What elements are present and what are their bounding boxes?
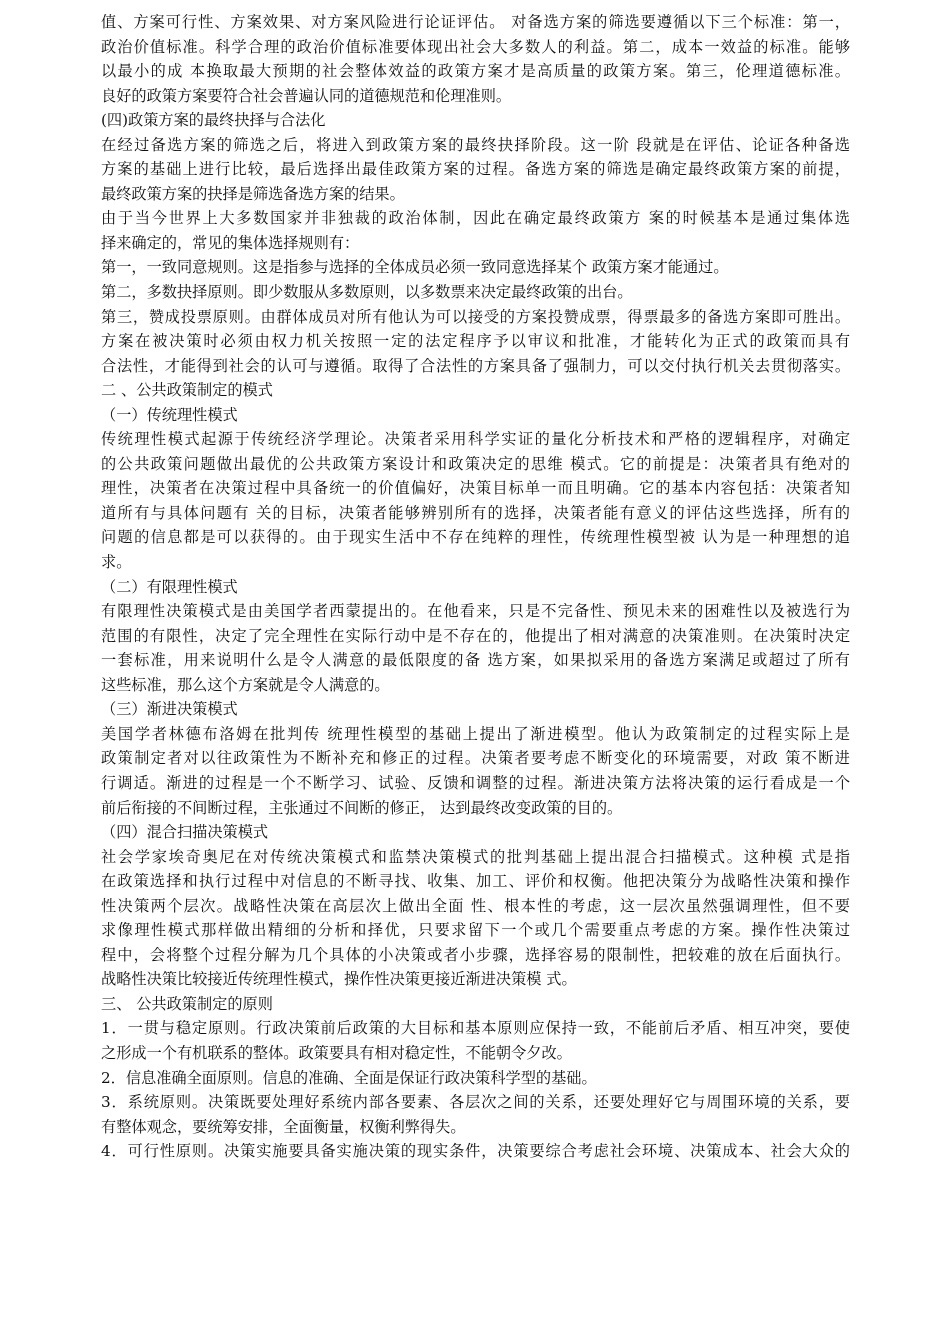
text-line: 范围的有限性，决定了完全理性在实际行动中是不存在的，他提出了相对满意的决策准则。在决策时决定 [101,626,850,645]
text-line: 政治价值标准。科学合理的政治价值标准要体现出社会大多数人的利益。第二，成本一效益的标准。能够 [101,37,850,56]
text-line: 政策制定者对以往政策性为不断补充和修正的过程。决策者要考虑不断变化的环境需要，对政 策不断进 [101,749,850,768]
text-line: 求像理性模式那样做出精细的分析和择优，只要求留下一个或几个需要重点考虑的方案。操作性决策过 [101,921,850,940]
text-line: 前后衔接的不间断过程，主张通过不间断的修正， 达到最终改变政策的目的。 [101,798,623,817]
text-line: 4．可行性原则。决策实施要具备实施决策的现实条件，决策要综合考虑社会环境、决策成本、社会大众的 [101,1142,850,1161]
text-line: 第三，赞成投票原则。由群体成员对所有他认为可以接受的方案投赞成票，得票最多的备选方案即可胜出。 [101,307,850,326]
text-line: 择来确定的，常见的集体选择规则有： [101,233,360,252]
text-line: 求。 [101,553,132,572]
text-line: 1．一贯与稳定原则。行政决策前后政策的大目标和基本原则应保持一致，不能前后矛盾、相互冲突，要使 [101,1019,850,1038]
text-line: 道所有与具体问题有 关的目标，决策者能够辨别所有的选择，决策者能有意义的评估这些选择，所有的 [101,503,850,522]
text-line: 二 、公共政策制定的模式 [101,381,273,400]
text-line: 三、 公共政策制定的原则 [101,994,273,1013]
text-line: 理性，决策者在决策过程中具备统一的价值偏好，决策目标单一而且明确。它的基本内容包括：决策者知 [101,479,850,498]
text-line: 有整体观念，要统筹安排，全面衡量，权衡利弊得失。 [101,1117,466,1136]
text-line: 的公共政策问题做出最优的公共政策方案设计和政策决定的思维 模式。它的前提是：决策者具有绝对的 [101,454,850,473]
text-line: 2．信息准确全面原则。信息的准确、全面是保证行政决策科学型的基础。 [101,1068,597,1087]
text-line: 之形成一个有机联系的整体。政策要具有相对稳定性，不能朝令夕改。 [101,1043,572,1062]
text-line: （一）传统理性模式 [101,405,238,424]
text-line: 一套标准，用来说明什么是令人满意的最低限度的备 选方案，如果拟采用的备选方案满足或超过了所有 [101,651,850,670]
text-line: 3．系统原则。决策既要处理好系统内部各要素、各层次之间的关系，还要处理好它与周围环境的关系，要 [101,1093,850,1112]
text-line: （四）混合扫描决策模式 [101,823,269,842]
text-line: 美国学者林德布洛姆在批判传 统理性模型的基础上提出了渐进模型。他认为政策制定的过程实际上是 [101,724,850,743]
text-line: （二）有限理性模式 [101,577,238,596]
text-line: 问题的信息都是可以获得的。由于现实生活中不存在纯粹的理性，传统理性模型被 认为是一种理想的追 [101,528,850,547]
text-line: 性决策两个层次。战略性决策在高层次上做出全面 性、根本性的考虑，这一层次虽然强调理性，但不要 [101,896,850,915]
text-line: 程中，会将整个过程分解为几个具体的小决策或者小步骤，选择容易的限制性，把较难的放在后面执行。 [101,945,850,964]
text-line: 传统理性模式起源于传统经济学理论。决策者采用科学实证的量化分析技术和严格的逻辑程序，对确定 [101,430,850,449]
text-line: 良好的政策方案要符合社会普遍认同的道德规范和伦理准则。 [101,86,512,105]
text-line: （三）渐进决策模式 [101,700,238,719]
text-line: 最终政策方案的抉择是筛选备选方案的结果。 [101,184,405,203]
text-line: 有限理性决策模式是由美国学者西蒙提出的。在他看来，只是不完备性、预见未来的困难性以及被选行为 [101,602,850,621]
text-line: 行调适。渐进的过程是一个不断学习、试验、反馈和调整的过程。渐进决策方法将决策的运行看成是一个 [101,773,850,792]
text-line: (四)政策方案的最终抉择与合法化 [101,111,326,130]
text-line: 社会学家埃奇奥尼在对传统决策模式和监禁决策模式的批判基础上提出混合扫描模式。这种模 式是指 [101,847,850,866]
text-line: 方案的基础上进行比较，最后选择出最佳政策方案的过程。备选方案的筛选是确定最终政策方案的前提， [101,160,850,179]
text-line: 值、方案可行性、方案效果、对方案风险进行论证评估。 对备选方案的筛选要遵循以下三个标准：第一， [101,13,850,31]
text-line: 以最小的成 本换取最大预期的社会整体效益的政策方案才是高质量的政策方案。第三，伦理道德标准。 [101,62,850,81]
text-line: 这些标准，那么这个方案就是令人满意的。 [101,675,390,694]
text-line: 在政策选择和执行过程中对信息的不断寻找、收集、加工、评价和权衡。他把决策分为战略性决策和操作 [101,872,850,891]
text-line: 合法性，才能得到社会的认可与遵循。取得了合法性的方案具备了强制力，可以交付执行机关去贯彻落实。 [101,356,850,375]
text-line: 方案在被决策时必须由权力机关按照一定的法定程序予以审议和批准，才能转化为正式的政策而具有 [101,332,850,351]
text-line: 战略性决策比较接近传统理性模式，操作性决策更接近渐进决策模 式。 [101,970,577,989]
text-line: 在经过备选方案的筛选之后，将进入到政策方案的最终抉择阶段。这一阶 段就是在评估、论证各种备选 [101,135,850,154]
text-line: 第一，一致同意规则。这是指参与选择的全体成员必须一致同意选择某个 政策方案才能通过。 [101,258,729,277]
text-line: 由于当今世界上大多数国家并非独裁的政治体制，因此在确定最终政策方 案的时候基本是通过集体选 [101,209,850,228]
text-line: 第二，多数抉择原则。即少数服从多数原则，以多数票来决定最终政策的出台。 [101,283,633,302]
